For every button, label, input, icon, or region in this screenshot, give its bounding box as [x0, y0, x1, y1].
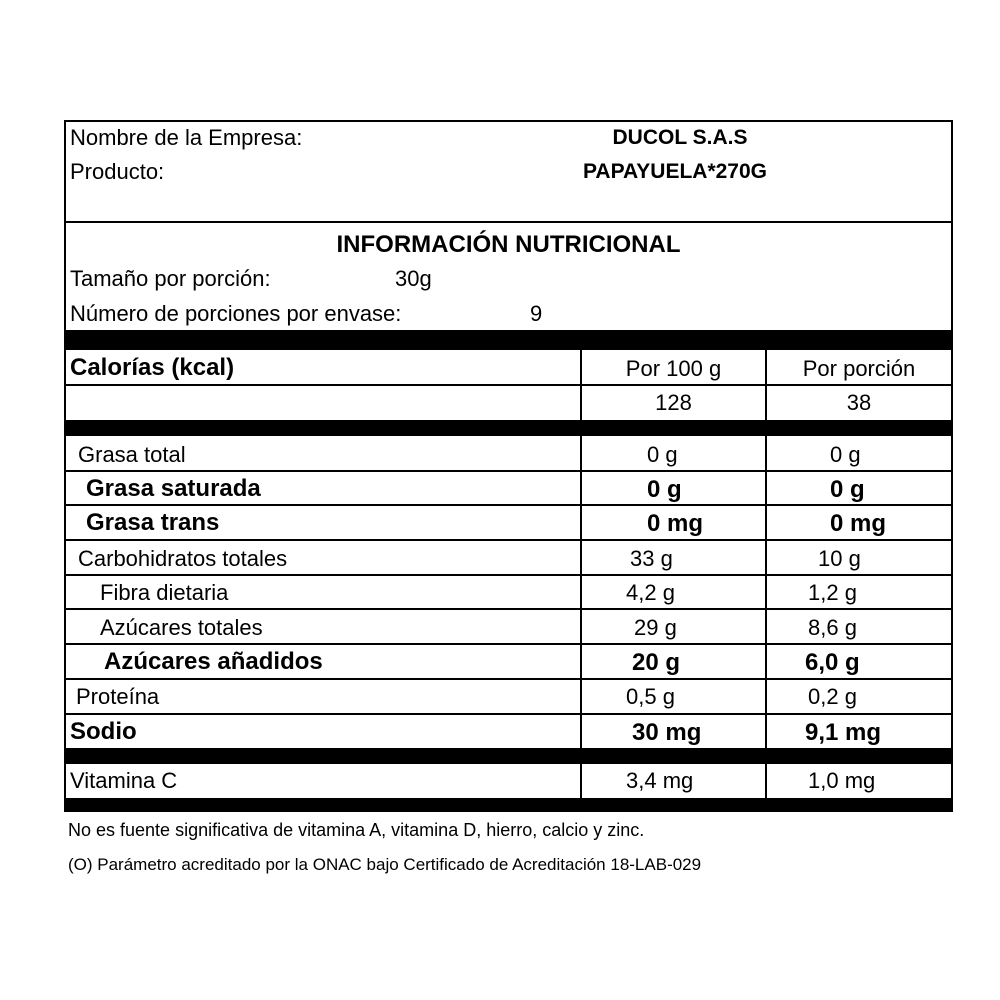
col-header-per100: Por 100 g — [625, 356, 722, 381]
company-label: Nombre de la Empresa: — [70, 125, 303, 150]
vitamin-name: Vitamina C — [70, 768, 178, 793]
nutrient-name: Fibra dietaria — [100, 580, 229, 605]
thick-bar-vitamin — [64, 748, 953, 764]
product-value: PAPAYUELA*270G — [582, 160, 768, 183]
nutrient-perportion: 0 g — [830, 476, 865, 503]
nutrient-perportion: 10 g — [818, 546, 861, 571]
nutrient-name: Azúcares totales — [100, 615, 263, 640]
thick-bar-bottom — [64, 798, 953, 812]
servings-count-label: Número de porciones por envase: — [70, 301, 402, 326]
nutrient-name: Sodio — [70, 718, 137, 745]
nutrient-perportion: 9,1 mg — [805, 719, 882, 746]
nutrient-per100: 0,5 g — [626, 684, 675, 709]
nutrient-perportion: 6,0 g — [805, 649, 860, 676]
vitamin-perportion: 1,0 mg — [808, 768, 876, 793]
right-border — [951, 120, 953, 812]
calories-per100: 128 — [655, 390, 692, 415]
nutrient-per100: 33 g — [630, 546, 673, 571]
servings-count-value: 9 — [530, 301, 543, 326]
vitamin-per100: 3,4 mg — [626, 768, 694, 793]
company-value: DUCOL S.A.S — [612, 126, 748, 149]
nutrient-per100: 0 g — [647, 442, 678, 467]
row-line — [64, 539, 953, 541]
row-line — [64, 713, 953, 715]
nutrient-perportion: 0 mg — [830, 510, 887, 537]
nutrient-name: Grasa total — [78, 442, 186, 467]
serving-size-value: 30g — [395, 266, 432, 291]
nutrient-per100: 20 g — [632, 649, 681, 676]
footnote-nutrients: No es fuente significativa de vitamina A, vitamina D, hierro, calcio y zinc. — [68, 820, 645, 840]
nutrient-per100: 0 g — [647, 476, 682, 503]
col-divider-1-vit — [580, 764, 582, 798]
row-line — [64, 643, 953, 645]
thick-bar-calories — [64, 420, 953, 436]
nutrient-per100: 29 g — [634, 615, 677, 640]
row-line — [64, 504, 953, 506]
calories-header: Calorías (kcal) — [70, 354, 235, 381]
col-divider-2-vit — [765, 764, 767, 798]
nutrient-name: Grasa trans — [86, 509, 220, 536]
left-border — [64, 120, 66, 812]
calories-row-line — [64, 384, 953, 386]
row-line — [64, 678, 953, 680]
row-line — [64, 470, 953, 472]
panel-title: INFORMACIÓN NUTRICIONAL — [336, 231, 681, 258]
nutrient-per100: 0 mg — [647, 510, 704, 537]
nutrient-perportion: 1,2 g — [808, 580, 857, 605]
nutrient-name: Proteína — [76, 684, 160, 709]
nutrient-perportion: 0 g — [830, 442, 861, 467]
row-line — [64, 574, 953, 576]
col-header-perportion: Por porción — [802, 356, 916, 381]
nutrient-perportion: 0,2 g — [808, 684, 857, 709]
nutrient-name: Grasa saturada — [86, 475, 261, 502]
footnote-accreditation: (O) Parámetro acreditado por la ONAC bajo Certificado de Acreditación 18-LAB-029 — [68, 855, 702, 874]
nutrient-perportion: 8,6 g — [808, 615, 857, 640]
row-line — [64, 608, 953, 610]
nutrient-name: Azúcares añadidos — [104, 648, 323, 675]
nutrient-per100: 30 mg — [632, 719, 702, 746]
nutrient-per100: 4,2 g — [626, 580, 675, 605]
header-divider — [64, 221, 953, 223]
serving-size-label: Tamaño por porción: — [70, 266, 271, 291]
thick-bar-top — [64, 330, 953, 350]
product-label: Producto: — [70, 159, 165, 184]
top-border — [64, 120, 953, 122]
calories-perportion: 38 — [846, 390, 872, 415]
nutrient-name: Carbohidratos totales — [78, 546, 288, 571]
